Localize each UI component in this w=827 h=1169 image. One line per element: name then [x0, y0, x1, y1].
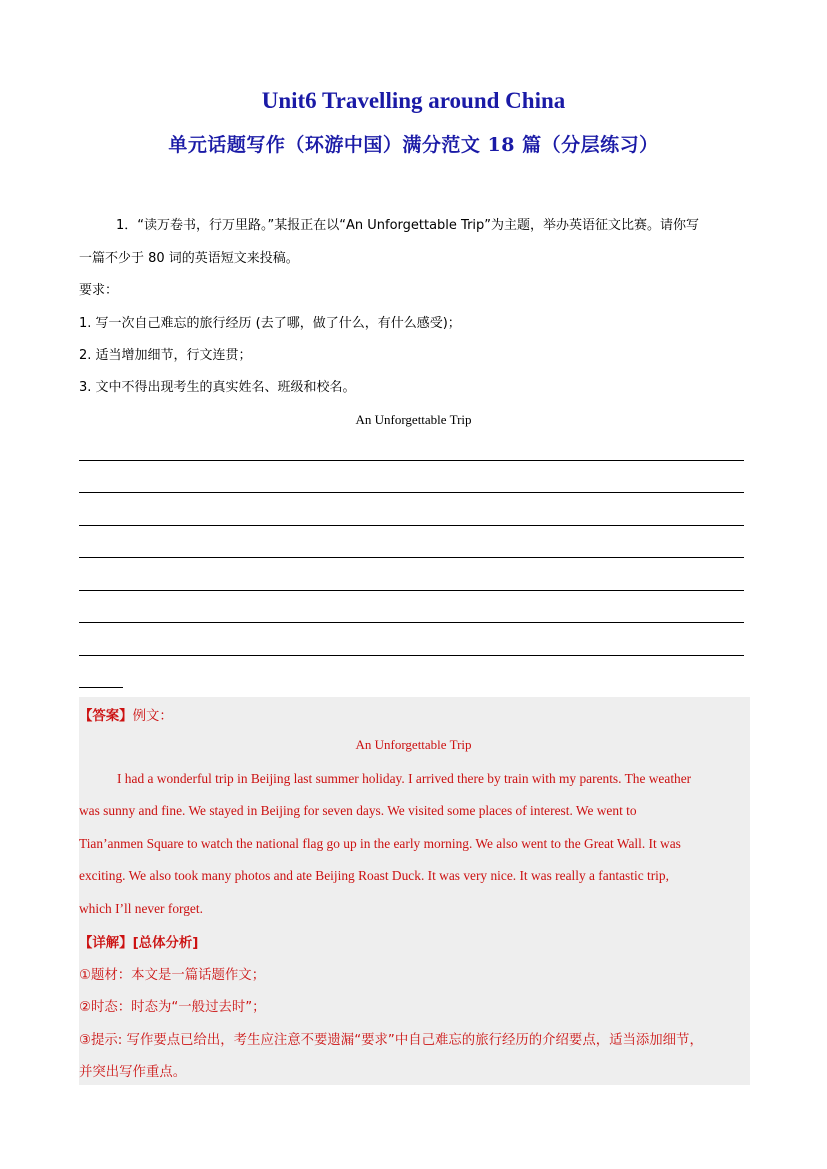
- answer-essay-line: was sunny and fine. We stayed in Beijing for seven days. We visited some places of interest. We went to: [79, 803, 637, 818]
- writing-line: [79, 460, 744, 461]
- requirement-item: 1. 写一次自己难忘的旅行经历 (去了哪，做了什么，有什么感受)；: [79, 316, 461, 331]
- document-subtitle: 单元话题写作（环游中国）满分范文 18 篇（分层练习）: [168, 134, 659, 156]
- answer-essay-line: which I’ll never forget.: [79, 901, 203, 916]
- writing-line-short: [79, 687, 123, 688]
- answer-label: 【答案】: [79, 709, 133, 724]
- essay-title: An Unforgettable Trip: [355, 412, 472, 427]
- question-intro-continued: 一篇不少于 80 词的英语短文来投稿。: [79, 251, 299, 266]
- analysis-point: ①题材：本文是一篇话题作文；: [79, 968, 266, 983]
- writing-line: [79, 622, 744, 623]
- analysis-point: ②时态：时态为“一般过去时”；: [79, 1000, 266, 1015]
- writing-line: [79, 655, 744, 656]
- writing-line: [79, 590, 744, 591]
- detail-heading: [79, 932, 198, 951]
- document-title: Unit6 Travelling around China: [261, 88, 566, 113]
- requirement-item: 2. 适当增加细节，行文连贯；: [79, 348, 252, 363]
- writing-line: [79, 525, 744, 526]
- analysis-point: 并突出写作重点。: [79, 1065, 187, 1080]
- answer-panel: [79, 697, 750, 1085]
- detail-title: [总体分析]: [132, 936, 199, 951]
- analysis-point: ③提示: 写作要点已给出，考生应注意不要遗漏“要求”中自己难忘的旅行经历的介绍要点，适当添加细节，: [79, 1033, 703, 1048]
- question-intro: 1．“读万卷书，行万里路。”某报正在以“An Unforgettable Trip”为主题，举办英语征文比赛。请你写: [116, 218, 700, 233]
- requirements-label: 要求：: [79, 283, 119, 298]
- detail-label: 【详解】: [79, 936, 133, 951]
- answer-label-row: [79, 705, 173, 724]
- answer-essay-line: exciting. We also took many photos and ate Beijing Roast Duck. It was very nice. It was really a fantastic trip,: [79, 868, 669, 883]
- answer-essay-title: An Unforgettable Trip: [355, 737, 472, 752]
- writing-line: [79, 557, 744, 558]
- answer-label-suffix: 例文：: [132, 709, 173, 724]
- answer-essay-line: I had a wonderful trip in Beijing last summer holiday. I arrived there by train with my parents. The weather: [117, 771, 692, 786]
- writing-line: [79, 492, 744, 493]
- answer-essay-line: Tian’anmen Square to watch the national flag go up in the early morning. We also went to the Great Wall. It was: [79, 836, 681, 851]
- requirement-item: 3. 文中不得出现考生的真实姓名、班级和校名。: [79, 380, 356, 395]
